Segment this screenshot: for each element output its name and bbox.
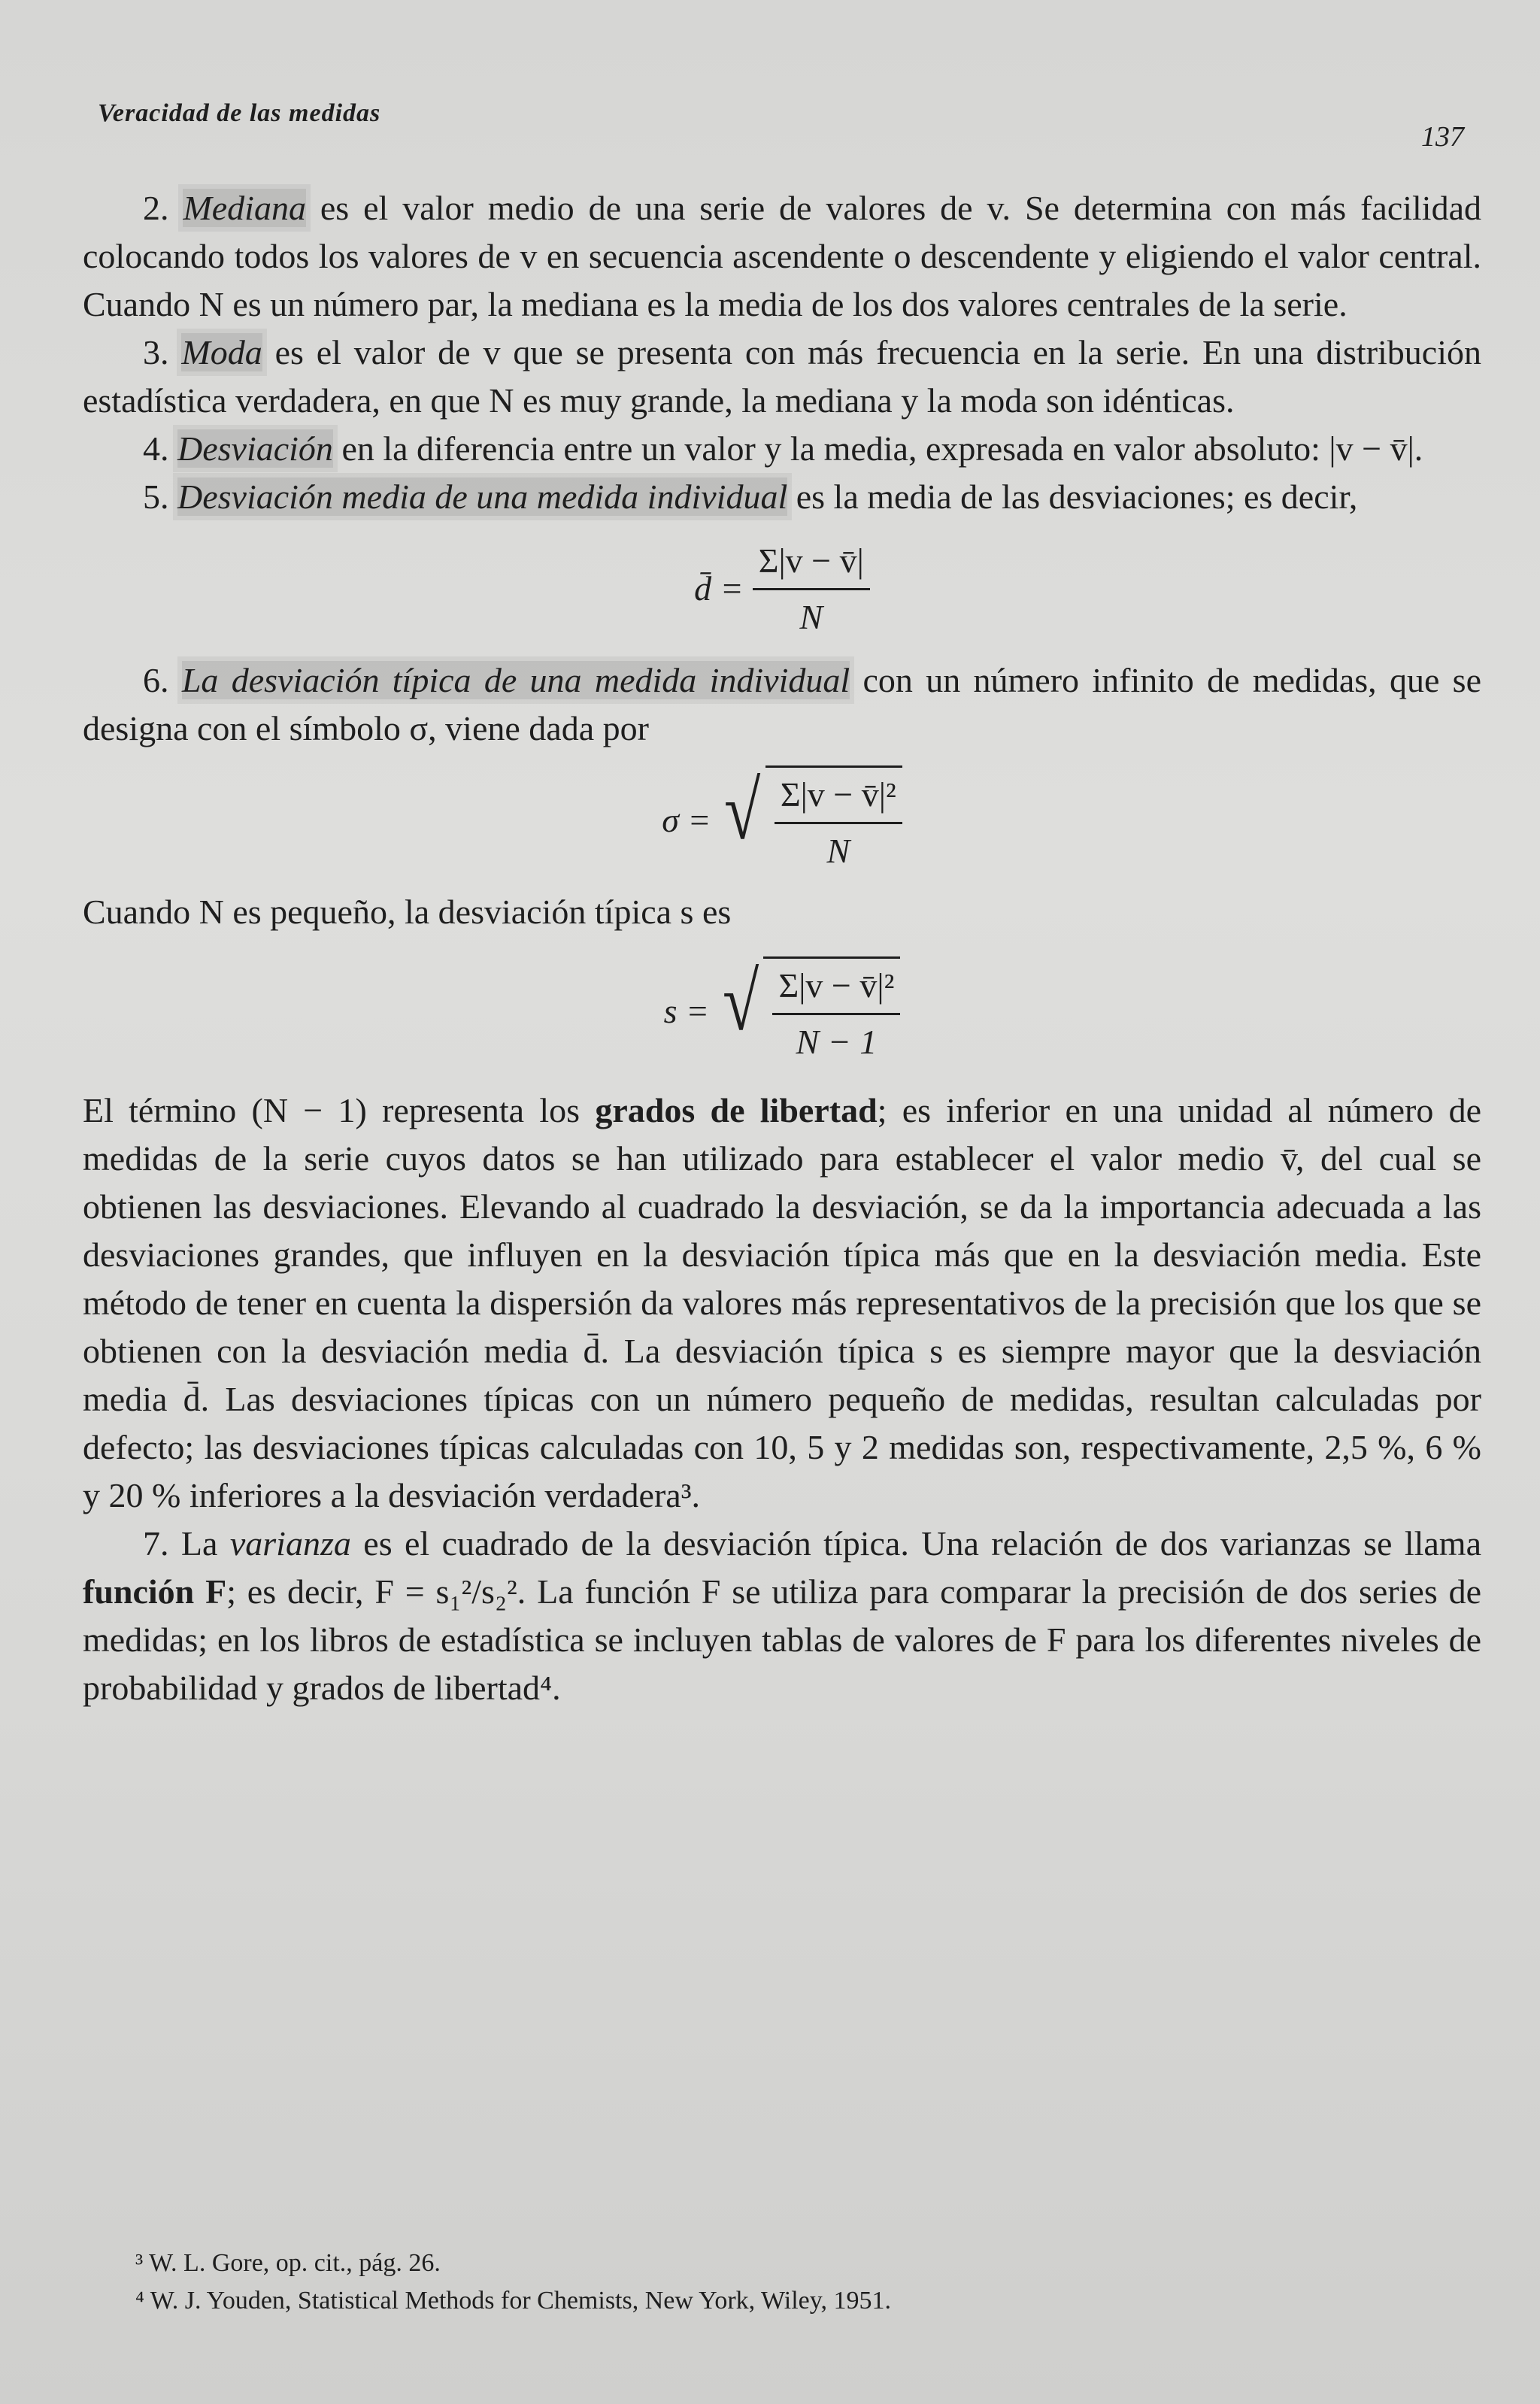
running-title: Veracidad de las medidas xyxy=(98,99,381,127)
term-desviacion-media: Desviación media de una medida individual xyxy=(177,477,788,516)
item-6: 6. La desviación típica de una medida individual con un número infinito de medidas, que se designa con el símbolo σ, viene dada por xyxy=(83,661,1482,747)
item-2: 2. Mediana es el valor medio de una serie de valores de v. Se determina con más facilidad colocando todos los valores de v en secuencia ascendente o descendente y eligiendo el valor central. Cuando N es un número par, la mediana es la media de los dos valores centrales de la serie. xyxy=(83,189,1481,323)
item-4: 4. Desviación en la diferencia entre un valor y la media, expresada en valor absoluto: |v − v̄|. xyxy=(143,429,1423,468)
footnote-4: ⁴ W. J. Youden, Statistical Methods for Chemists, New York, Wiley, 1951. xyxy=(135,2287,892,2315)
term-moda: Moda xyxy=(181,333,262,371)
term-desviacion-tipica: La desviación típica de una medida individual xyxy=(181,661,850,699)
footnote-3: ³ W. L. Gore, op. cit., pág. 26. xyxy=(135,2249,441,2277)
item-7: 7. La varianza es el cuadrado de la desviación típica. Una relación de dos varianzas se llama función F; es decir, F = s₁²/s₂². La función F se utiliza para comparar la precisión de dos series de medidas; en los libros de estadística se incluyen tablas de valores de F para los diferentes niveles de probabilidad y grados de libertad⁴. xyxy=(83,1524,1482,1707)
small-n-sentence: Cuando N es pequeño, la desviación típica s es xyxy=(83,893,732,931)
item-5: 5. Desviación media de una medida individual es la media de las desviaciones; es decir, xyxy=(143,477,1358,516)
item-3: 3. Moda es el valor de v que se presenta con más frecuencia en la serie. En una distribución estadística verdadera, en que N es muy grande, la mediana y la moda son idénticas. xyxy=(83,333,1482,420)
term-mediana: Mediana xyxy=(183,189,306,227)
formula-s: s = √ $\frac{\text{Σ|v − v̄|²}}{N - 1}$ xyxy=(83,936,1481,1087)
formula-mean-deviation: d̄ = $\frac{\Sigma|v - v̄|}{N}$ xyxy=(83,521,1481,656)
term-desviacion: Desviación xyxy=(177,429,333,468)
footnotes xyxy=(135,2245,891,2320)
page-number: 137 xyxy=(1421,121,1464,153)
sqrt-icon: √ xyxy=(723,956,759,1047)
formula-sigma: σ = √ $\frac{\text{Σ|v − v̄|²}}{N}$ xyxy=(83,753,1481,888)
body-text xyxy=(83,184,1481,1712)
degrees-of-freedom-paragraph: El término (N − 1) representa los grados de libertad; es inferior en una unidad al número de medidas de la serie cuyos datos se han utilizado para establecer el valor medio v̄, del cual se obtienen las desviaciones. Elevando al cuadrado la desviación, se da la importancia adecuada a las desviaciones grandes, que influyen en la desviación típica más que en la desviación media. Este método de tener en cuenta la dispersión da valores más representativos de la precisión que los que se obtienen con la desviación media d̄. La desviación típica s es siempre mayor que la desviación media d̄. Las desviaciones típicas con un número pequeño de medidas, resultan calculadas por defecto; las desviaciones típicas calculadas con 10, 5 y 2 medidas son, respectivamente, 2,5 %, 6 % y 20 % inferiores a la desviación verdadera³. xyxy=(83,1091,1482,1514)
sqrt-icon: √ xyxy=(724,765,761,856)
